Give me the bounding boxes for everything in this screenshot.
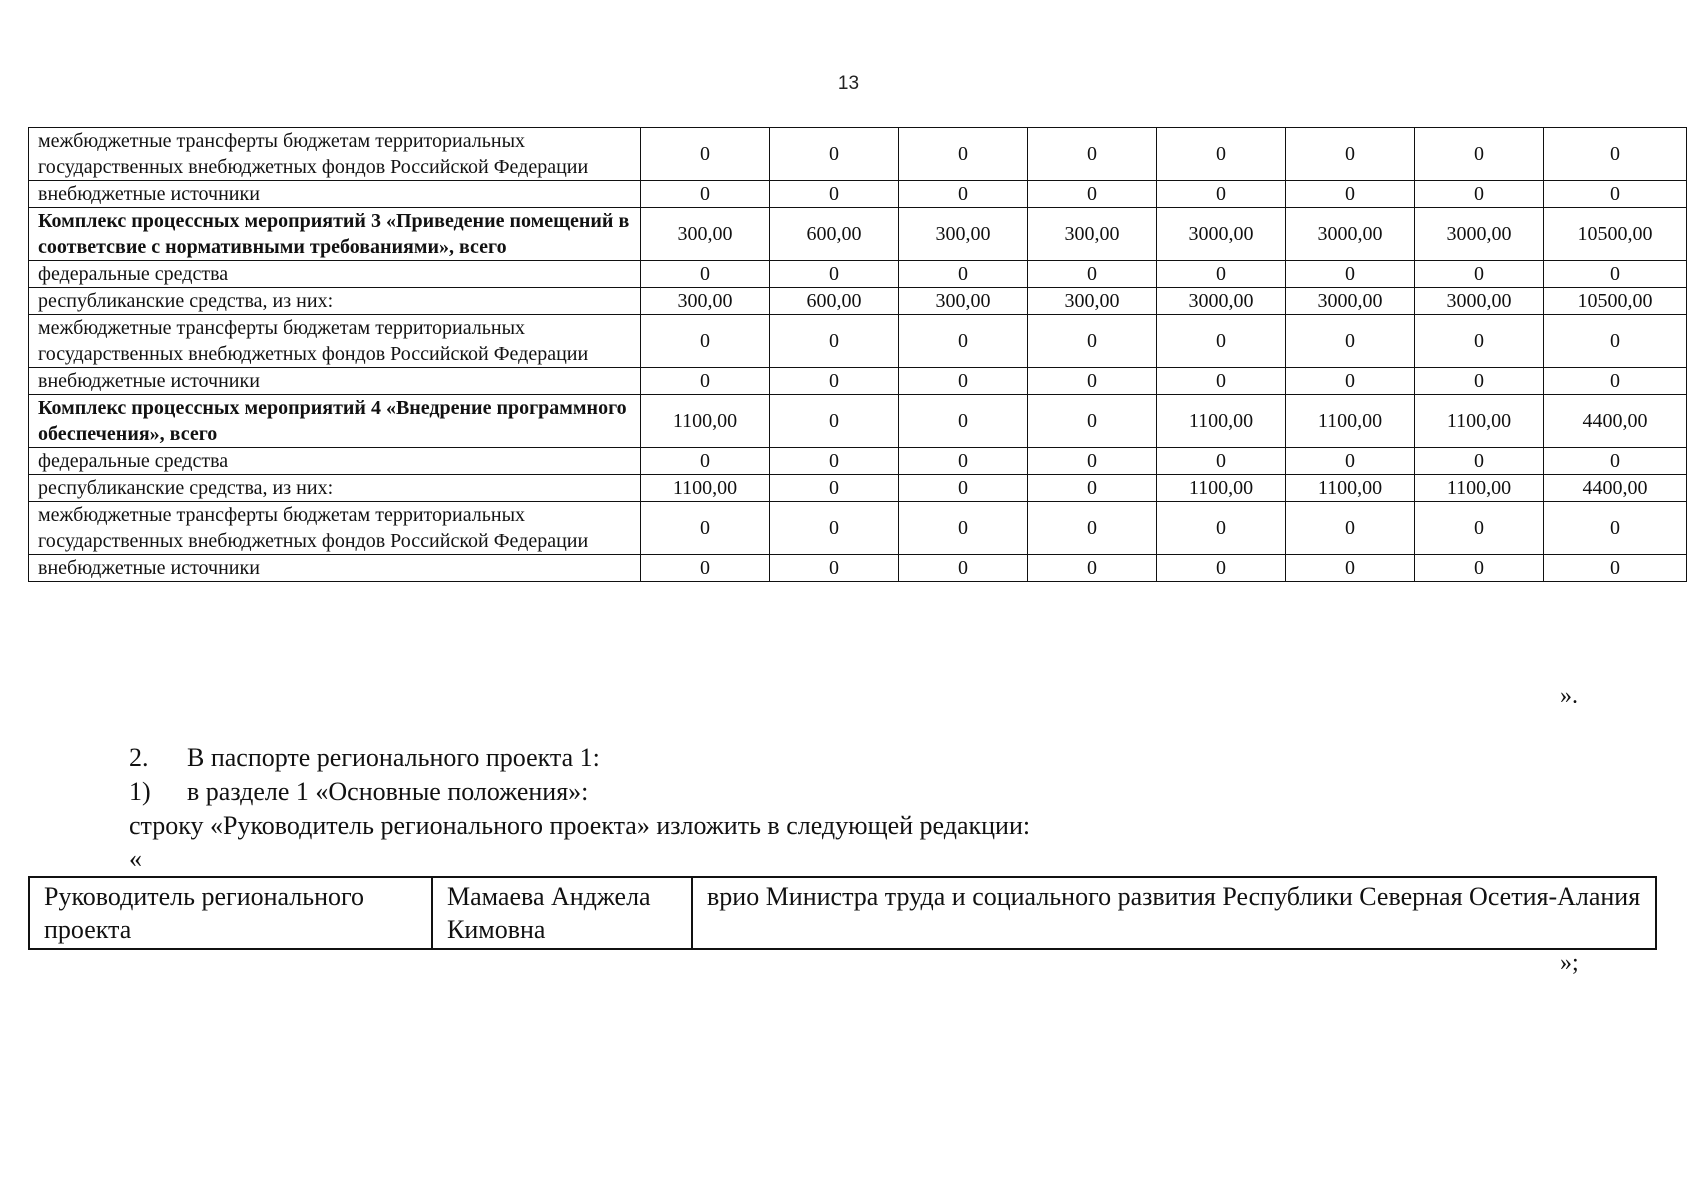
value-cell: 0 [1028, 475, 1157, 502]
value-cell: 0 [1028, 315, 1157, 368]
value-cell: 0 [641, 555, 770, 582]
value-cell: 300,00 [1028, 288, 1157, 315]
value-cell: 0 [899, 502, 1028, 555]
value-cell: 0 [770, 315, 899, 368]
paragraph-instruction: строку «Руководитель регионального проекта» изложить в следующей редакции: [129, 811, 1031, 840]
value-cell: 0 [1415, 128, 1544, 181]
paragraph-item-1 [129, 776, 588, 808]
budget-table [28, 127, 1687, 582]
value-cell: 0 [770, 261, 899, 288]
value-cell: 0 [1157, 181, 1286, 208]
item-1-number: 1) [129, 777, 151, 806]
page-number: 13 [837, 73, 860, 94]
value-cell: 0 [1415, 315, 1544, 368]
row-label: межбюджетные трансферты бюджетам территориальных государственных внебюджетных фондов Российской Федерации [29, 502, 641, 555]
value-cell: 1100,00 [1415, 395, 1544, 448]
table-row [29, 261, 1687, 288]
table-row [29, 315, 1687, 368]
value-cell: 3000,00 [1157, 288, 1286, 315]
value-cell: 0 [1286, 502, 1415, 555]
value-cell: 1100,00 [1286, 395, 1415, 448]
item-1-text: в разделе 1 «Основные положения»: [187, 777, 589, 806]
value-cell: 10500,00 [1544, 208, 1687, 261]
value-cell: 0 [1157, 448, 1286, 475]
paragraph-item-2 [129, 742, 600, 774]
value-cell: 0 [1544, 315, 1687, 368]
value-cell: 0 [1544, 128, 1687, 181]
value-cell: 0 [770, 502, 899, 555]
row-label: республиканские средства, из них: [29, 288, 641, 315]
value-cell: 0 [899, 448, 1028, 475]
row-label: внебюджетные источники [29, 368, 641, 395]
value-cell: 0 [1157, 315, 1286, 368]
value-cell: 3000,00 [1286, 288, 1415, 315]
value-cell: 0 [899, 315, 1028, 368]
value-cell: 0 [641, 448, 770, 475]
value-cell: 0 [899, 261, 1028, 288]
leader-name: Мамаева Анджела Кимовна [432, 877, 692, 949]
value-cell: 0 [770, 395, 899, 448]
value-cell: 4400,00 [1544, 395, 1687, 448]
value-cell: 0 [1415, 502, 1544, 555]
value-cell: 0 [1157, 502, 1286, 555]
value-cell: 0 [1286, 128, 1415, 181]
value-cell: 0 [641, 181, 770, 208]
value-cell: 0 [1157, 128, 1286, 181]
value-cell: 0 [1415, 181, 1544, 208]
value-cell: 300,00 [641, 208, 770, 261]
value-cell: 0 [1415, 261, 1544, 288]
value-cell: 0 [1028, 181, 1157, 208]
leader-role: Руководитель регионального проекта [29, 877, 432, 949]
value-cell: 1100,00 [1286, 475, 1415, 502]
budget-table-body [29, 128, 1687, 582]
value-cell: 1100,00 [641, 475, 770, 502]
row-label: федеральные средства [29, 261, 641, 288]
row-label: республиканские средства, из них: [29, 475, 641, 502]
value-cell: 0 [770, 368, 899, 395]
value-cell: 0 [641, 502, 770, 555]
leader-table [28, 876, 1657, 950]
value-cell: 1100,00 [1157, 395, 1286, 448]
table-row [29, 288, 1687, 315]
value-cell: 4400,00 [1544, 475, 1687, 502]
value-cell: 600,00 [770, 208, 899, 261]
value-cell: 3000,00 [1286, 208, 1415, 261]
row-label: Комплекс процессных мероприятий 3 «Приведение помещений в соответсвие с нормативными требованиями», всего [29, 208, 641, 261]
value-cell: 0 [1286, 555, 1415, 582]
value-cell: 0 [1544, 448, 1687, 475]
row-label: межбюджетные трансферты бюджетам территориальных государственных внебюджетных фондов Российской Федерации [29, 315, 641, 368]
value-cell: 0 [1028, 261, 1157, 288]
table-row [29, 181, 1687, 208]
leader-position: врио Министра труда и социального развития Республики Северная Осетия-Алания [692, 877, 1656, 949]
value-cell: 0 [1544, 181, 1687, 208]
value-cell: 0 [1544, 261, 1687, 288]
value-cell: 0 [1028, 395, 1157, 448]
value-cell: 0 [899, 368, 1028, 395]
value-cell: 0 [899, 475, 1028, 502]
value-cell: 10500,00 [1544, 288, 1687, 315]
item-2-number: 2. [129, 743, 149, 772]
value-cell: 0 [770, 555, 899, 582]
value-cell: 0 [770, 181, 899, 208]
value-cell: 0 [770, 475, 899, 502]
value-cell: 300,00 [899, 208, 1028, 261]
value-cell: 300,00 [1028, 208, 1157, 261]
value-cell: 0 [1286, 315, 1415, 368]
value-cell: 0 [1286, 181, 1415, 208]
table-row [29, 368, 1687, 395]
closing-quote-table: ». [1560, 683, 1578, 709]
opening-quote: « [129, 844, 142, 873]
value-cell: 3000,00 [1415, 208, 1544, 261]
value-cell: 3000,00 [1415, 288, 1544, 315]
value-cell: 0 [1544, 368, 1687, 395]
table-row [29, 502, 1687, 555]
value-cell: 0 [641, 368, 770, 395]
value-cell: 0 [899, 128, 1028, 181]
row-label: внебюджетные источники [29, 555, 641, 582]
value-cell: 0 [1157, 555, 1286, 582]
value-cell: 0 [1415, 448, 1544, 475]
value-cell: 600,00 [770, 288, 899, 315]
table-row [29, 475, 1687, 502]
value-cell: 0 [1544, 502, 1687, 555]
table-row [29, 395, 1687, 448]
value-cell: 0 [1286, 368, 1415, 395]
value-cell: 0 [1028, 368, 1157, 395]
value-cell: 0 [1544, 555, 1687, 582]
value-cell: 300,00 [641, 288, 770, 315]
value-cell: 0 [1157, 368, 1286, 395]
row-label: межбюджетные трансферты бюджетам территориальных государственных внебюджетных фондов Российской Федерации [29, 128, 641, 181]
value-cell: 3000,00 [1157, 208, 1286, 261]
value-cell: 0 [1286, 448, 1415, 475]
value-cell: 0 [899, 555, 1028, 582]
value-cell: 0 [770, 128, 899, 181]
value-cell: 0 [1157, 261, 1286, 288]
value-cell: 0 [770, 448, 899, 475]
value-cell: 1100,00 [1157, 475, 1286, 502]
value-cell: 0 [1028, 448, 1157, 475]
value-cell: 0 [1415, 368, 1544, 395]
closing-quote-leader: »; [1560, 950, 1579, 976]
table-row [29, 448, 1687, 475]
value-cell: 0 [899, 181, 1028, 208]
value-cell: 0 [1286, 261, 1415, 288]
row-label: внебюджетные источники [29, 181, 641, 208]
value-cell: 300,00 [899, 288, 1028, 315]
item-2-text: В паспорте регионального проекта 1: [187, 743, 600, 772]
value-cell: 0 [641, 261, 770, 288]
row-label: федеральные средства [29, 448, 641, 475]
value-cell: 1100,00 [1415, 475, 1544, 502]
value-cell: 0 [1028, 555, 1157, 582]
value-cell: 0 [899, 395, 1028, 448]
value-cell: 0 [1415, 555, 1544, 582]
value-cell: 0 [1028, 502, 1157, 555]
table-row [29, 555, 1687, 582]
value-cell: 0 [641, 315, 770, 368]
leader-row [29, 877, 1656, 949]
value-cell: 0 [1028, 128, 1157, 181]
value-cell: 1100,00 [641, 395, 770, 448]
row-label: Комплекс процессных мероприятий 4 «Внедрение программного обеспечения», всего [29, 395, 641, 448]
table-row [29, 208, 1687, 261]
value-cell: 0 [641, 128, 770, 181]
table-row [29, 128, 1687, 181]
